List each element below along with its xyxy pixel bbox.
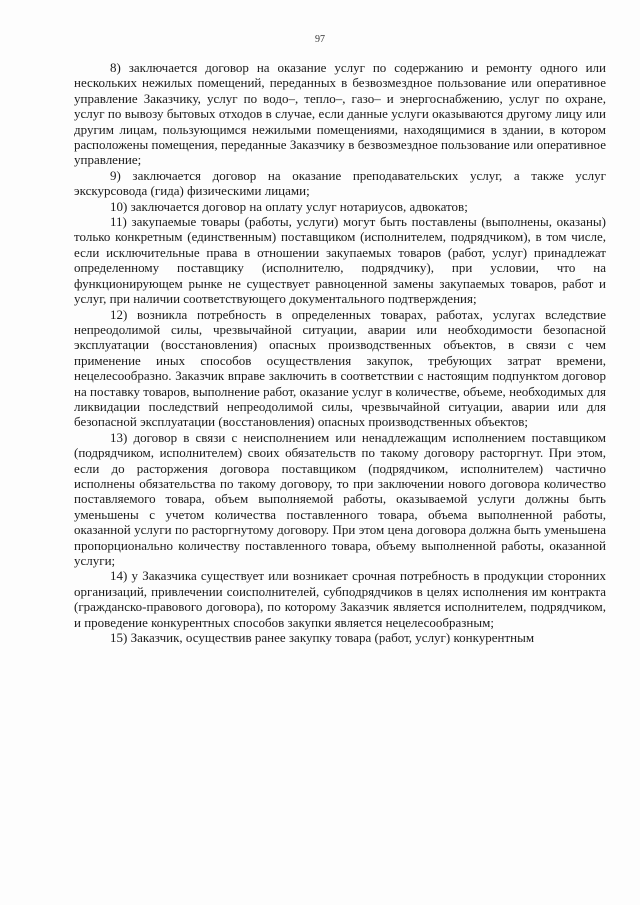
paragraph-item-13: 13) договор в связи с неисполнением или ненадлежащим исполнением поставщиком (подрядчиком, исполнителем) своих обязательств по такому договору расторгнут. При этом, если до расторжения договора поставщиком (подрядчиком, исполнителем) частично исполнены обязательства по такому договору, то при заключении нового договора количество поставляемого товара, объем выполняемой работы, оказываемой услуги должны быть уменьшены с учетом количества поставленного товара, объема выполненной работы, оказанной услуги по расторгнутому договору. При этом цена договора должна быть уменьшена пропорционально количеству поставленного товара, объему выполненной работы, оказанной услуги;	[74, 429, 606, 568]
document-body	[74, 60, 606, 645]
paragraph-item-8: 8) заключается договор на оказание услуг по содержанию и ремонту одного или нескольких нежилых помещений, переданных в безвозмездное пользование или оперативное управление Заказчику, услуг по водо–, тепло–, газо– и энергоснабжению, услуг по охране, услуг по вывозу бытовых отходов в случае, если данные услуги оказываются другому лицу или другим лицам, пользующимся нежилыми помещениями, находящимися в здании, в котором расположены помещения, переданные Заказчику в безвозмездное пользование или оперативное управление;	[74, 60, 606, 168]
paragraph-item-10: 10) заключается договор на оплату услуг нотариусов, адвокатов;	[110, 198, 468, 214]
page-number: 97	[315, 34, 325, 45]
paragraph-item-14: 14) у Заказчика существует или возникает срочная потребность в продукции сторонних организаций, привлечении соисполнителей, субподрядчиков в целях исполнения им контракта (гражданско-правового договора), по которому Заказчик является исполнителем, подрядчиком, и проведение конкурентных способов закупки является нецелесообразным;	[74, 568, 606, 630]
paragraph-item-9: 9) заключается договор на оказание преподавательских услуг, а также услуг экскурсовода (гида) физическими лицами;	[74, 167, 606, 199]
paragraph-item-11: 11) закупаемые товары (работы, услуги) могут быть поставлены (выполнены, оказаны) только конкретным (единственным) поставщиком (исполнителем, подрядчиком), в том числе, если исключительные права в отношении закупаемых товаров (работ, услуг) принадлежат определенному поставщику (исполнителю, подрядчику), при условии, что на функционирующем рынке не существует равноценной замены закупаемых товаров, работ и услуг, при наличии соответствующего документального подтверждения;	[74, 214, 606, 307]
paragraph-item-15: 15) Заказчик, осуществив ранее закупку товара (работ, услуг) конкурентным	[110, 630, 535, 646]
paragraph-item-12: 12) возникла потребность в определенных товарах, работах, услугах вследствие непреодолимой силы, чрезвычайной ситуации, аварии или необходимости безопасной эксплуатации (восстановления) опасных производственных объектов, в связи с чем применение иных способов осуществления закупок, требующих затрат времени, нецелесообразно. Заказчик вправе заключить в соответствии с настоящим подпунктом договор на поставку товаров, выполнение работ, оказание услуг в количестве, объеме, необходимых для ликвидации последствий непреодолимой силы, чрезвычайной ситуации, аварии или для безопасной эксплуатации (восстановления) опасных производственных объектов;	[74, 306, 606, 430]
